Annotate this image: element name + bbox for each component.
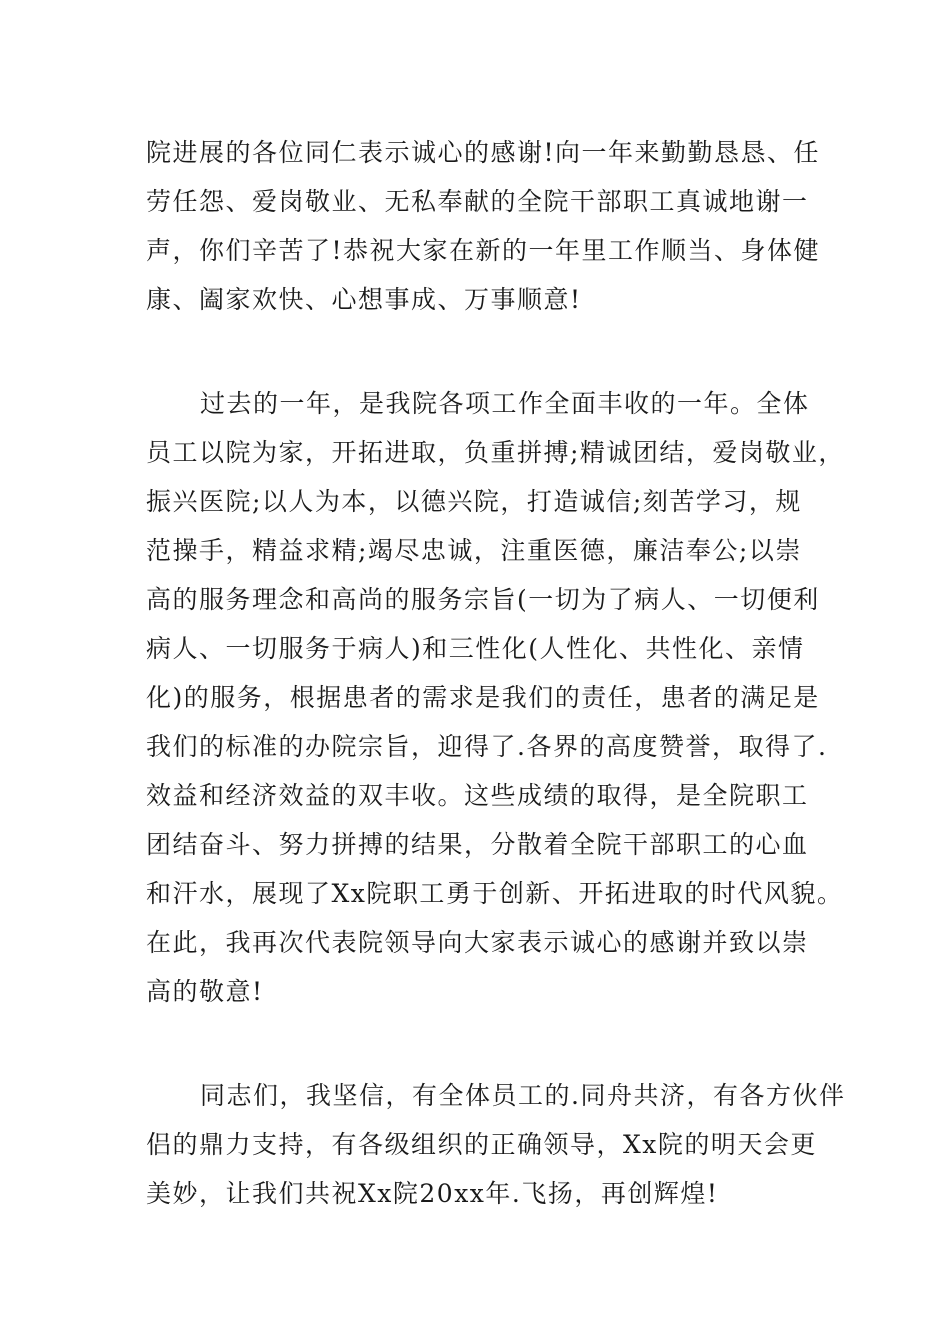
document-body	[146, 128, 846, 1218]
text-line: 劳任怨、爱岗敬业、无私奉献的全院干部职工真诚地谢一	[146, 187, 809, 216]
text-line: 员工以院为家，开拓进取，负重拼搏;精诚团结，爱岗敬业，	[146, 438, 845, 467]
text-line: 我们的标准的办院宗旨，迎得了.各界的高度赞誉，取得了.	[146, 732, 828, 761]
text-line: 团结奋斗、努力拼搏的结果，分散着全院干部职工的心血	[146, 830, 809, 859]
text-line: 范操手，精益求精;竭尽忠诚，注重医德，廉洁奉公;以崇	[146, 536, 802, 565]
text-line: 振兴医院;以人为本，以德兴院，打造诚信;刻苦学习，规	[146, 487, 802, 516]
text-line: 过去的一年，是我院各项工作全面丰收的一年。全体	[200, 389, 810, 418]
text-line: 高的服务理念和高尚的服务宗旨(一切为了病人、一切便利	[146, 585, 820, 614]
text-line: 康、阖家欢快、心想事成、万事顺意!	[146, 285, 582, 314]
text-line: 效益和经济效益的双丰收。这些成绩的取得，是全院职工	[146, 781, 809, 810]
paragraph-closing	[146, 1071, 846, 1218]
text-line: 美妙，让我们共祝Xx院20xx年.飞扬，再创辉煌!	[146, 1179, 719, 1208]
text-line: 化)的服务，根据患者的需求是我们的责任，患者的满足是	[146, 683, 820, 712]
paragraph-past-year	[146, 379, 845, 1016]
text-line: 同志们，我坚信，有全体员工的.同舟共济，有各方伙伴	[200, 1081, 846, 1110]
paragraph-gap	[146, 1016, 836, 1071]
text-line: 病人、一切服务于病人)和三性化(人性化、共性化、亲情	[146, 634, 805, 663]
text-line: 声，你们辛苦了!恭祝大家在新的一年里工作顺当、身体健	[146, 236, 821, 265]
text-line: 侣的鼎力支持，有各级组织的正确领导，Xx院的明天会更	[146, 1130, 817, 1159]
text-line: 和汗水，展现了Xx院职工勇于创新、开拓进取的时代风貌。	[146, 879, 844, 908]
text-line: 院进展的各位同仁表示诚心的感谢!向一年来勤勤恳恳、任	[146, 138, 821, 167]
text-line: 高的敬意!	[146, 977, 264, 1006]
text-line: 在此，我再次代表院领导向大家表示诚心的感谢并致以崇	[146, 928, 809, 957]
paragraph-gap	[146, 324, 836, 379]
paragraph-thanks	[146, 128, 836, 324]
